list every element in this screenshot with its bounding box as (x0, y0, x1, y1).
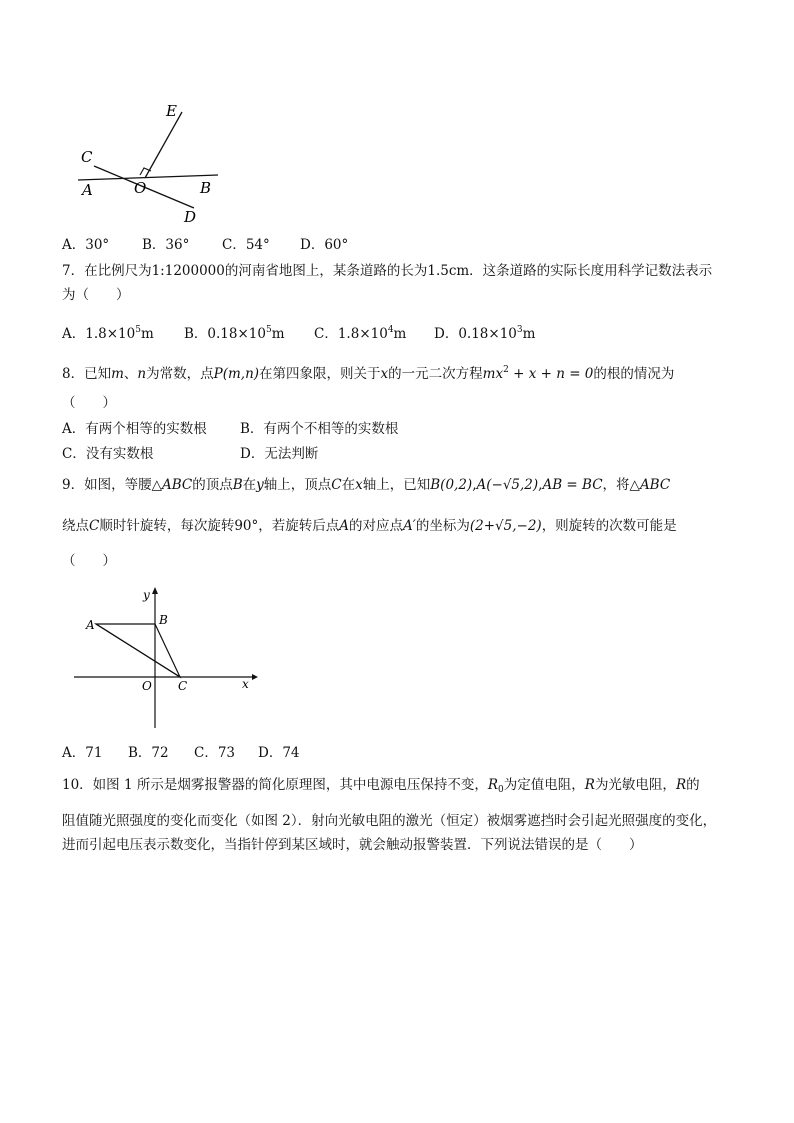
q7-stem-line1: 7．在比例尺为1:1200000的河南省地图上，某条道路的长为1.5cm．这条道路的实际长度用科学记数法表示 (62, 263, 713, 279)
q10-stem-line3: 进而引起电压表示数变化，当指针停到某区域时，就会触动报警装置．下列说法错误的是（ ） (62, 837, 643, 853)
q6-option-a: A．30° (62, 237, 110, 253)
q6-option-d: D．60° (300, 237, 349, 253)
q9-option-d: D．74 (258, 745, 300, 761)
q10-stem-line2: 阻值随光照强度的变化而变化（如图 2）．射向光敏电阻的激光（恒定）被烟雾遮挡时会引起光照强度的变化， (62, 813, 717, 829)
q6-option-b: B．36° (142, 237, 190, 253)
q9-options (62, 744, 300, 762)
q9-option-c: C．73 (194, 745, 236, 761)
q9-option-b: B．72 (128, 745, 169, 761)
ray-oe (145, 112, 182, 178)
q7-option-b: B．0.18×105m (184, 325, 285, 342)
q9-stem-line2: 绕点C顺时针旋转，每次旋转90°，若旋转后点A的对应点A′的坐标为(2+√5,−2)，则旋转的次数可能是 (62, 518, 677, 534)
label-b: B (200, 179, 212, 197)
label-y: y (143, 588, 150, 602)
q8-option-d: D．无法判断 (240, 446, 319, 462)
label-e: E (166, 102, 177, 120)
label-c: C (81, 148, 93, 166)
q6-option-c: C．54° (222, 237, 270, 253)
label-d: D (184, 208, 197, 226)
y-axis-arrow (152, 587, 158, 594)
label-b: B (159, 613, 168, 627)
q7-stem-line2: 为（ ） (62, 287, 130, 303)
q9-stem-line1: 9．如图，等腰△ABC的顶点B在y轴上，顶点C在x轴上，已知B(0,2),A(−√5,2),AB = BC，将△ABC (62, 477, 671, 493)
label-o: O (134, 179, 147, 197)
x-axis-arrow (252, 674, 258, 680)
q6-options (62, 236, 348, 254)
q6-figure (70, 96, 230, 230)
q7-option-a: A．1.8×105m (62, 325, 154, 342)
label-o: O (142, 679, 152, 693)
q10-stem-line1: 10．如图 1 所示是烟雾报警器的简化原理图，其中电源电压保持不变，$R_0$为定值电阻，R为光敏电阻，R的 (62, 777, 700, 795)
q9-stem-line3: （ ） (62, 553, 116, 569)
label-c: C (178, 679, 188, 693)
q8-options-row1 (62, 420, 398, 438)
q8-stem-line1: 8．已知m、n为常数，点P(m,n)在第四象限，则关于x的一元二次方程$mx^2 + x + n = 0$的根的情况为 (62, 365, 675, 382)
label-a: A (82, 181, 93, 199)
q8-option-c: C．没有实数根 (62, 446, 154, 462)
q8-stem-line2: （ ） (62, 395, 116, 411)
line-ab (78, 175, 218, 180)
q9-figure (70, 582, 260, 732)
q8-options-row2 (62, 445, 318, 463)
q7-option-d: D．0.18×103m (434, 325, 536, 342)
label-x: x (242, 677, 249, 691)
q8-option-b: B．有两个不相等的实数根 (240, 421, 399, 437)
q9-option-a: A．71 (62, 745, 103, 761)
label-a: A (86, 618, 95, 632)
q7-options (62, 321, 535, 343)
q8-option-a: A．有两个相等的实数根 (62, 421, 207, 437)
q7-option-c: C．1.8×104m (314, 325, 407, 342)
